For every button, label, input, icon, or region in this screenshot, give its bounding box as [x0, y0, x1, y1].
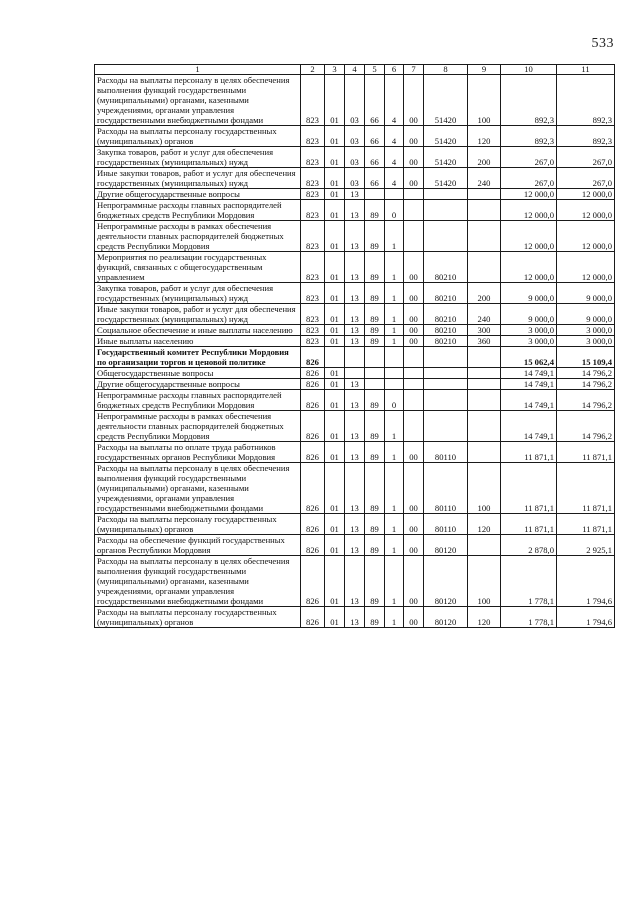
table-row — [95, 200, 615, 221]
header-cell: 7 — [404, 65, 424, 75]
program-code-cell: 89 — [365, 336, 385, 347]
budget-item-name: Закупка товаров, работ и услуг для обеспечения государственных (муниципальных) нужд — [95, 147, 301, 168]
activity-code-cell: 00 — [404, 283, 424, 304]
budget-item-name: Социальное обеспечение и иные выплаты населению — [95, 325, 301, 336]
amount-year-1-cell: 14 749,1 — [501, 411, 557, 442]
admin-code-cell: 826 — [301, 368, 325, 379]
activity-code-cell: 00 — [404, 607, 424, 628]
program-code-cell: 89 — [365, 200, 385, 221]
table-row — [95, 368, 615, 379]
amount-year-2-cell: 12 000,0 — [557, 189, 615, 200]
subsection-code-cell: 13 — [345, 556, 365, 607]
direction-code-cell: 80210 — [424, 336, 468, 347]
expense-type-cell: 200 — [468, 283, 501, 304]
activity-code-cell — [404, 221, 424, 252]
subsection-code-cell: 03 — [345, 168, 365, 189]
amount-year-2-cell: 1 794,6 — [557, 556, 615, 607]
amount-year-1-cell: 15 062,4 — [501, 347, 557, 368]
subsection-code-cell — [345, 347, 365, 368]
admin-code-cell: 826 — [301, 556, 325, 607]
amount-year-1-cell: 3 000,0 — [501, 325, 557, 336]
subprogram-code-cell: 1 — [385, 411, 404, 442]
table-row — [95, 304, 615, 325]
amount-year-2-cell: 892,3 — [557, 75, 615, 126]
section-code-cell: 01 — [325, 514, 345, 535]
section-code-cell: 01 — [325, 535, 345, 556]
amount-year-2-cell: 1 794,6 — [557, 607, 615, 628]
direction-code-cell: 51420 — [424, 168, 468, 189]
program-code-cell: 89 — [365, 556, 385, 607]
subprogram-code-cell: 4 — [385, 147, 404, 168]
subprogram-code-cell: 4 — [385, 75, 404, 126]
admin-code-cell: 823 — [301, 200, 325, 221]
section-code-cell: 01 — [325, 556, 345, 607]
amount-year-2-cell: 892,3 — [557, 126, 615, 147]
subsection-code-cell: 13 — [345, 390, 365, 411]
table-row — [95, 221, 615, 252]
amount-year-2-cell: 12 000,0 — [557, 252, 615, 283]
subprogram-code-cell: 0 — [385, 200, 404, 221]
subsection-code-cell: 03 — [345, 147, 365, 168]
activity-code-cell — [404, 379, 424, 390]
program-code-cell: 89 — [365, 221, 385, 252]
amount-year-2-cell: 12 000,0 — [557, 200, 615, 221]
section-code-cell: 01 — [325, 147, 345, 168]
table-row — [95, 463, 615, 514]
subprogram-code-cell: 1 — [385, 463, 404, 514]
activity-code-cell: 00 — [404, 252, 424, 283]
amount-year-2-cell: 3 000,0 — [557, 325, 615, 336]
activity-code-cell: 00 — [404, 442, 424, 463]
program-code-cell: 89 — [365, 390, 385, 411]
amount-year-2-cell: 11 871,1 — [557, 463, 615, 514]
table-row — [95, 411, 615, 442]
subprogram-code-cell — [385, 368, 404, 379]
activity-code-cell: 00 — [404, 535, 424, 556]
subsection-code-cell: 13 — [345, 325, 365, 336]
subprogram-code-cell: 1 — [385, 325, 404, 336]
expense-type-cell — [468, 368, 501, 379]
direction-code-cell: 80120 — [424, 556, 468, 607]
subprogram-code-cell: 0 — [385, 390, 404, 411]
program-code-cell: 89 — [365, 607, 385, 628]
direction-code-cell — [424, 221, 468, 252]
section-code-cell: 01 — [325, 75, 345, 126]
admin-code-cell: 823 — [301, 304, 325, 325]
direction-code-cell: 51420 — [424, 75, 468, 126]
section-code-cell: 01 — [325, 325, 345, 336]
section-code-cell: 01 — [325, 252, 345, 283]
table-row — [95, 189, 615, 200]
direction-code-cell — [424, 347, 468, 368]
table-row — [95, 390, 615, 411]
admin-code-cell: 826 — [301, 411, 325, 442]
amount-year-1-cell: 9 000,0 — [501, 304, 557, 325]
direction-code-cell: 80210 — [424, 304, 468, 325]
admin-code-cell: 823 — [301, 252, 325, 283]
subprogram-code-cell: 1 — [385, 283, 404, 304]
subsection-code-cell: 03 — [345, 75, 365, 126]
program-code-cell: 89 — [365, 252, 385, 283]
table-row — [95, 379, 615, 390]
section-code-cell: 01 — [325, 200, 345, 221]
direction-code-cell — [424, 189, 468, 200]
header-cell: 8 — [424, 65, 468, 75]
section-code-cell: 01 — [325, 368, 345, 379]
subprogram-code-cell: 1 — [385, 556, 404, 607]
table-row — [95, 168, 615, 189]
budget-item-name: Другие общегосударственные вопросы — [95, 189, 301, 200]
budget-item-name: Расходы на выплаты персоналу государственных (муниципальных) органов — [95, 514, 301, 535]
program-code-cell: 89 — [365, 304, 385, 325]
activity-code-cell: 00 — [404, 336, 424, 347]
amount-year-1-cell: 892,3 — [501, 126, 557, 147]
activity-code-cell — [404, 390, 424, 411]
program-code-cell: 66 — [365, 147, 385, 168]
admin-code-cell: 826 — [301, 390, 325, 411]
table-row — [95, 75, 615, 126]
activity-code-cell: 00 — [404, 126, 424, 147]
expense-type-cell: 100 — [468, 75, 501, 126]
subsection-code-cell: 13 — [345, 336, 365, 347]
activity-code-cell — [404, 347, 424, 368]
admin-code-cell: 823 — [301, 336, 325, 347]
table-row — [95, 535, 615, 556]
table-row — [95, 607, 615, 628]
table-row — [95, 325, 615, 336]
activity-code-cell: 00 — [404, 75, 424, 126]
section-code-cell: 01 — [325, 126, 345, 147]
admin-code-cell: 826 — [301, 442, 325, 463]
budget-item-name: Другие общегосударственные вопросы — [95, 379, 301, 390]
amount-year-2-cell: 14 796,2 — [557, 390, 615, 411]
subprogram-code-cell: 1 — [385, 304, 404, 325]
program-code-cell: 89 — [365, 535, 385, 556]
section-code-cell — [325, 347, 345, 368]
activity-code-cell — [404, 368, 424, 379]
amount-year-1-cell: 267,0 — [501, 168, 557, 189]
expense-type-cell: 120 — [468, 514, 501, 535]
amount-year-1-cell: 1 778,1 — [501, 556, 557, 607]
amount-year-2-cell: 2 925,1 — [557, 535, 615, 556]
activity-code-cell — [404, 189, 424, 200]
program-code-cell — [365, 189, 385, 200]
section-code-cell: 01 — [325, 221, 345, 252]
amount-year-1-cell: 11 871,1 — [501, 442, 557, 463]
amount-year-1-cell: 3 000,0 — [501, 336, 557, 347]
subsection-code-cell: 13 — [345, 304, 365, 325]
budget-item-name: Иные выплаты населению — [95, 336, 301, 347]
amount-year-1-cell: 14 749,1 — [501, 368, 557, 379]
expense-type-cell — [468, 200, 501, 221]
amount-year-1-cell: 14 749,1 — [501, 390, 557, 411]
admin-code-cell: 823 — [301, 325, 325, 336]
header-cell: 6 — [385, 65, 404, 75]
expense-type-cell — [468, 347, 501, 368]
amount-year-2-cell: 12 000,0 — [557, 221, 615, 252]
direction-code-cell: 80120 — [424, 535, 468, 556]
table-row — [95, 336, 615, 347]
budget-item-name: Общегосударственные вопросы — [95, 368, 301, 379]
section-code-cell: 01 — [325, 411, 345, 442]
expense-type-cell — [468, 221, 501, 252]
subsection-code-cell: 13 — [345, 442, 365, 463]
subsection-code-cell: 13 — [345, 283, 365, 304]
amount-year-1-cell: 1 778,1 — [501, 607, 557, 628]
page-number: 533 — [591, 36, 614, 51]
subprogram-code-cell — [385, 347, 404, 368]
amount-year-2-cell: 15 109,4 — [557, 347, 615, 368]
admin-code-cell: 826 — [301, 379, 325, 390]
amount-year-1-cell: 12 000,0 — [501, 221, 557, 252]
expense-type-cell — [468, 189, 501, 200]
program-code-cell — [365, 379, 385, 390]
table-row — [95, 283, 615, 304]
budget-item-name: Закупка товаров, работ и услуг для обеспечения государственных (муниципальных) нужд — [95, 283, 301, 304]
budget-item-name: Непрограммные расходы в рамках обеспечения деятельности главных распорядителей бюджетных средств Республики Мордовия — [95, 221, 301, 252]
amount-year-1-cell: 12 000,0 — [501, 200, 557, 221]
amount-year-1-cell: 12 000,0 — [501, 252, 557, 283]
table-row — [95, 147, 615, 168]
amount-year-1-cell: 12 000,0 — [501, 189, 557, 200]
direction-code-cell — [424, 200, 468, 221]
budget-item-name: Непрограммные расходы главных распорядителей бюджетных средств Республики Мордовия — [95, 200, 301, 221]
budget-item-name: Непрограммные расходы главных распорядителей бюджетных средств Республики Мордовия — [95, 390, 301, 411]
admin-code-cell: 826 — [301, 347, 325, 368]
expense-type-cell: 360 — [468, 336, 501, 347]
expense-type-cell: 300 — [468, 325, 501, 336]
admin-code-cell: 823 — [301, 168, 325, 189]
admin-code-cell: 823 — [301, 126, 325, 147]
direction-code-cell — [424, 390, 468, 411]
header-cell: 9 — [468, 65, 501, 75]
amount-year-2-cell: 9 000,0 — [557, 304, 615, 325]
subprogram-code-cell — [385, 189, 404, 200]
admin-code-cell: 823 — [301, 147, 325, 168]
section-code-cell: 01 — [325, 304, 345, 325]
subsection-code-cell: 13 — [345, 463, 365, 514]
amount-year-1-cell: 14 749,1 — [501, 379, 557, 390]
subsection-code-cell: 13 — [345, 411, 365, 442]
table-body — [95, 75, 615, 628]
amount-year-1-cell: 2 878,0 — [501, 535, 557, 556]
budget-table — [94, 64, 615, 628]
section-code-cell: 01 — [325, 168, 345, 189]
direction-code-cell: 80110 — [424, 463, 468, 514]
section-code-cell: 01 — [325, 379, 345, 390]
activity-code-cell: 00 — [404, 147, 424, 168]
expense-type-cell — [468, 390, 501, 411]
amount-year-1-cell: 267,0 — [501, 147, 557, 168]
expense-type-cell: 240 — [468, 168, 501, 189]
subprogram-code-cell: 4 — [385, 126, 404, 147]
activity-code-cell — [404, 200, 424, 221]
budget-item-name: Иные закупки товаров, работ и услуг для обеспечения государственных (муниципальных) нужд — [95, 304, 301, 325]
table-row — [95, 252, 615, 283]
expense-type-cell — [468, 411, 501, 442]
activity-code-cell: 00 — [404, 556, 424, 607]
subprogram-code-cell — [385, 379, 404, 390]
subsection-code-cell: 13 — [345, 514, 365, 535]
amount-year-2-cell: 267,0 — [557, 168, 615, 189]
activity-code-cell — [404, 411, 424, 442]
admin-code-cell: 823 — [301, 283, 325, 304]
subprogram-code-cell: 1 — [385, 336, 404, 347]
direction-code-cell: 80210 — [424, 252, 468, 283]
amount-year-2-cell: 11 871,1 — [557, 442, 615, 463]
budget-item-name: Государственный комитет Республики Мордовия по организации торгов и ценовой политике — [95, 347, 301, 368]
subprogram-code-cell: 1 — [385, 607, 404, 628]
direction-code-cell — [424, 368, 468, 379]
program-code-cell: 66 — [365, 75, 385, 126]
table-header-row — [95, 65, 615, 75]
subsection-code-cell: 03 — [345, 126, 365, 147]
subsection-code-cell: 13 — [345, 189, 365, 200]
subsection-code-cell: 13 — [345, 252, 365, 283]
program-code-cell — [365, 368, 385, 379]
subprogram-code-cell: 1 — [385, 252, 404, 283]
subprogram-code-cell: 1 — [385, 535, 404, 556]
section-code-cell: 01 — [325, 463, 345, 514]
table-row — [95, 442, 615, 463]
amount-year-2-cell: 14 796,2 — [557, 368, 615, 379]
admin-code-cell: 823 — [301, 189, 325, 200]
admin-code-cell: 826 — [301, 535, 325, 556]
admin-code-cell: 823 — [301, 221, 325, 252]
direction-code-cell: 80110 — [424, 442, 468, 463]
budget-item-name: Расходы на выплаты персоналу государственных (муниципальных) органов — [95, 126, 301, 147]
subsection-code-cell: 13 — [345, 379, 365, 390]
amount-year-2-cell: 3 000,0 — [557, 336, 615, 347]
activity-code-cell: 00 — [404, 168, 424, 189]
expense-type-cell: 120 — [468, 607, 501, 628]
subprogram-code-cell: 4 — [385, 168, 404, 189]
admin-code-cell: 823 — [301, 75, 325, 126]
budget-item-name: Непрограммные расходы в рамках обеспечения деятельности главных распорядителей бюджетных средств Республики Мордовия — [95, 411, 301, 442]
budget-item-name: Расходы на выплаты персоналу государственных (муниципальных) органов — [95, 607, 301, 628]
admin-code-cell: 826 — [301, 463, 325, 514]
section-code-cell: 01 — [325, 283, 345, 304]
budget-item-name: Мероприятия по реализации государственных функций, связанных с общегосударственным управлением — [95, 252, 301, 283]
admin-code-cell: 826 — [301, 514, 325, 535]
activity-code-cell: 00 — [404, 304, 424, 325]
direction-code-cell: 51420 — [424, 126, 468, 147]
header-cell: 2 — [301, 65, 325, 75]
admin-code-cell: 826 — [301, 607, 325, 628]
table-row — [95, 347, 615, 368]
table-row — [95, 126, 615, 147]
header-cell: 5 — [365, 65, 385, 75]
direction-code-cell: 80120 — [424, 607, 468, 628]
section-code-cell: 01 — [325, 607, 345, 628]
amount-year-1-cell: 892,3 — [501, 75, 557, 126]
expense-type-cell: 200 — [468, 147, 501, 168]
amount-year-1-cell: 11 871,1 — [501, 514, 557, 535]
subprogram-code-cell: 1 — [385, 442, 404, 463]
section-code-cell: 01 — [325, 336, 345, 347]
table-row — [95, 556, 615, 607]
header-cell: 10 — [501, 65, 557, 75]
header-cell: 11 — [557, 65, 615, 75]
budget-item-name: Иные закупки товаров, работ и услуг для обеспечения государственных (муниципальных) нужд — [95, 168, 301, 189]
amount-year-2-cell: 14 796,2 — [557, 379, 615, 390]
program-code-cell: 89 — [365, 463, 385, 514]
expense-type-cell: 100 — [468, 556, 501, 607]
header-cell: 4 — [345, 65, 365, 75]
amount-year-2-cell: 11 871,1 — [557, 514, 615, 535]
amount-year-2-cell: 9 000,0 — [557, 283, 615, 304]
expense-type-cell — [468, 442, 501, 463]
section-code-cell: 01 — [325, 189, 345, 200]
subprogram-code-cell: 1 — [385, 221, 404, 252]
amount-year-1-cell: 9 000,0 — [501, 283, 557, 304]
amount-year-2-cell: 267,0 — [557, 147, 615, 168]
program-code-cell: 66 — [365, 126, 385, 147]
direction-code-cell: 80210 — [424, 283, 468, 304]
expense-type-cell: 120 — [468, 126, 501, 147]
direction-code-cell — [424, 379, 468, 390]
program-code-cell: 89 — [365, 514, 385, 535]
section-code-cell: 01 — [325, 390, 345, 411]
expense-type-cell — [468, 535, 501, 556]
program-code-cell: 89 — [365, 442, 385, 463]
budget-item-name: Расходы на обеспечение функций государственных органов Республики Мордовия — [95, 535, 301, 556]
amount-year-1-cell: 11 871,1 — [501, 463, 557, 514]
direction-code-cell: 80110 — [424, 514, 468, 535]
budget-item-name: Расходы на выплаты по оплате труда работников государственных органов Республики Мордовия — [95, 442, 301, 463]
program-code-cell: 66 — [365, 168, 385, 189]
subsection-code-cell: 13 — [345, 607, 365, 628]
expense-type-cell: 100 — [468, 463, 501, 514]
expense-type-cell — [468, 379, 501, 390]
direction-code-cell: 51420 — [424, 147, 468, 168]
activity-code-cell: 00 — [404, 463, 424, 514]
program-code-cell: 89 — [365, 283, 385, 304]
budget-item-name: Расходы на выплаты персоналу в целях обеспечения выполнения функций государственными (муниципальными) органами, казенными учреждениями, органами управления государственными внебюджетными фондами — [95, 75, 301, 126]
budget-item-name: Расходы на выплаты персоналу в целях обеспечения выполнения функций государственными (муниципальными) органами, казенными учреждениями, органами управления государственными внебюджетными фондами — [95, 463, 301, 514]
subsection-code-cell: 13 — [345, 221, 365, 252]
activity-code-cell: 00 — [404, 325, 424, 336]
direction-code-cell: 80210 — [424, 325, 468, 336]
amount-year-2-cell: 14 796,2 — [557, 411, 615, 442]
direction-code-cell — [424, 411, 468, 442]
table-row — [95, 514, 615, 535]
budget-item-name: Расходы на выплаты персоналу в целях обеспечения выполнения функций государственными (муниципальными) органами, казенными учреждениями, органами управления государственными внебюджетными фондами — [95, 556, 301, 607]
subsection-code-cell — [345, 368, 365, 379]
header-cell: 1 — [95, 65, 301, 75]
program-code-cell — [365, 347, 385, 368]
program-code-cell: 89 — [365, 325, 385, 336]
subprogram-code-cell: 1 — [385, 514, 404, 535]
subsection-code-cell: 13 — [345, 200, 365, 221]
section-code-cell: 01 — [325, 442, 345, 463]
subsection-code-cell: 13 — [345, 535, 365, 556]
activity-code-cell: 00 — [404, 514, 424, 535]
expense-type-cell: 240 — [468, 304, 501, 325]
header-cell: 3 — [325, 65, 345, 75]
expense-type-cell — [468, 252, 501, 283]
program-code-cell: 89 — [365, 411, 385, 442]
